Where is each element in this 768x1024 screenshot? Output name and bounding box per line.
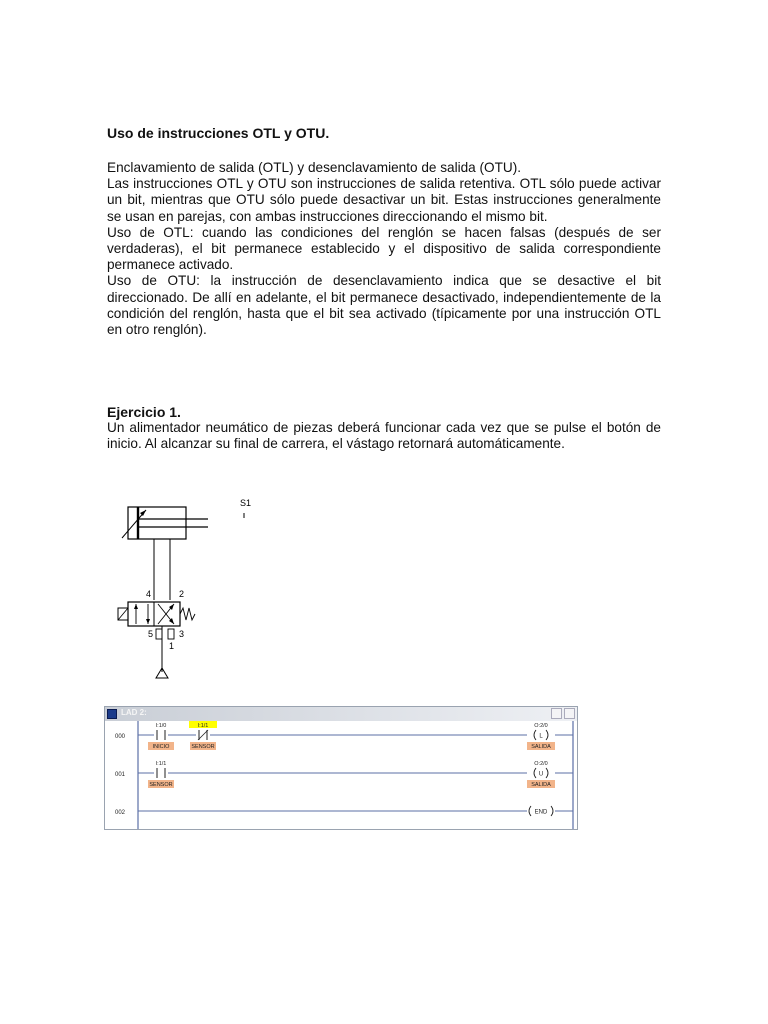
rung-number: 002 xyxy=(115,810,126,816)
ladder-window-title: LAD 2: xyxy=(121,708,147,717)
contact-address: I:1/1 xyxy=(197,723,209,729)
contact-tag: SENSOR xyxy=(149,782,173,788)
ladder-window xyxy=(104,706,578,830)
section-heading: Uso de instrucciones OTL y OTU. xyxy=(107,125,330,141)
port-3-label: 3 xyxy=(179,629,185,639)
coil-type: U xyxy=(538,771,544,778)
ladder-titlebar xyxy=(105,707,577,721)
coil-tag: SALIDA xyxy=(531,744,551,750)
contact-address: I:1/1 xyxy=(155,761,167,767)
port-2-label: 2 xyxy=(179,589,185,599)
exercise-section xyxy=(107,404,661,452)
app-icon xyxy=(107,709,117,719)
port-5-label: 5 xyxy=(148,629,154,639)
maximize-button[interactable] xyxy=(551,708,562,719)
paragraph-3: Uso de OTL: cuando las condiciones del renglón se hacen falsas (después de ser verdaderas), el bit permanece establecido y el dispositivo de salida correspondiente permanece activado. xyxy=(107,224,661,273)
ladder-body xyxy=(105,721,577,829)
coil-address: O:2/0 xyxy=(534,761,548,767)
pneumatic-diagram xyxy=(112,492,262,688)
coil-type: L xyxy=(539,733,543,740)
rung-number: 000 xyxy=(115,734,126,740)
end-marker: END xyxy=(534,809,548,816)
paragraph-1: Enclavamiento de salida (OTL) y desenclavamiento de salida (OTU). xyxy=(107,160,522,175)
coil-tag: SALIDA xyxy=(531,782,551,788)
intro-text xyxy=(107,160,661,338)
port-4-label: 4 xyxy=(146,589,152,599)
contact-tag: SENSOR xyxy=(191,744,215,750)
paragraph-2: Las instrucciones OTL y OTU son instrucciones de salida retentiva. OTL sólo puede activar un bit, mientras que OTU sólo puede desactivar un bit. Estas instrucciones generalmente se usan en parejas, con ambas instrucciones direccionando el mismo bit. xyxy=(107,176,661,224)
rung-number: 001 xyxy=(115,772,126,778)
close-button[interactable] xyxy=(564,708,575,719)
sensor-label: S1 xyxy=(240,498,252,508)
cylinder-body xyxy=(128,507,186,539)
contact-tag: INICIO xyxy=(152,744,170,750)
paragraph-4: Uso de OTU: la instrucción de desenclavamiento indica que se desactive el bit direccionado. De allí en adelante, el bit permanece desactivado, independientemente de la condición del renglón, hasta que el bit sea activado (típicamente por una instrucción OTL en otro renglón). xyxy=(107,273,661,338)
exercise-text: Un alimentador neumático de piezas deberá funcionar cada vez que se pulse el botón de inicio. Al alcanzar su final de carrera, el vástago retornará automáticamente. xyxy=(107,420,661,452)
spring-icon xyxy=(180,608,195,620)
port-1-label: 1 xyxy=(169,641,175,651)
coil-address: O:2/0 xyxy=(534,723,548,729)
contact-address: I:1/0 xyxy=(155,723,167,729)
exercise-title: Ejercicio 1. xyxy=(107,404,181,420)
